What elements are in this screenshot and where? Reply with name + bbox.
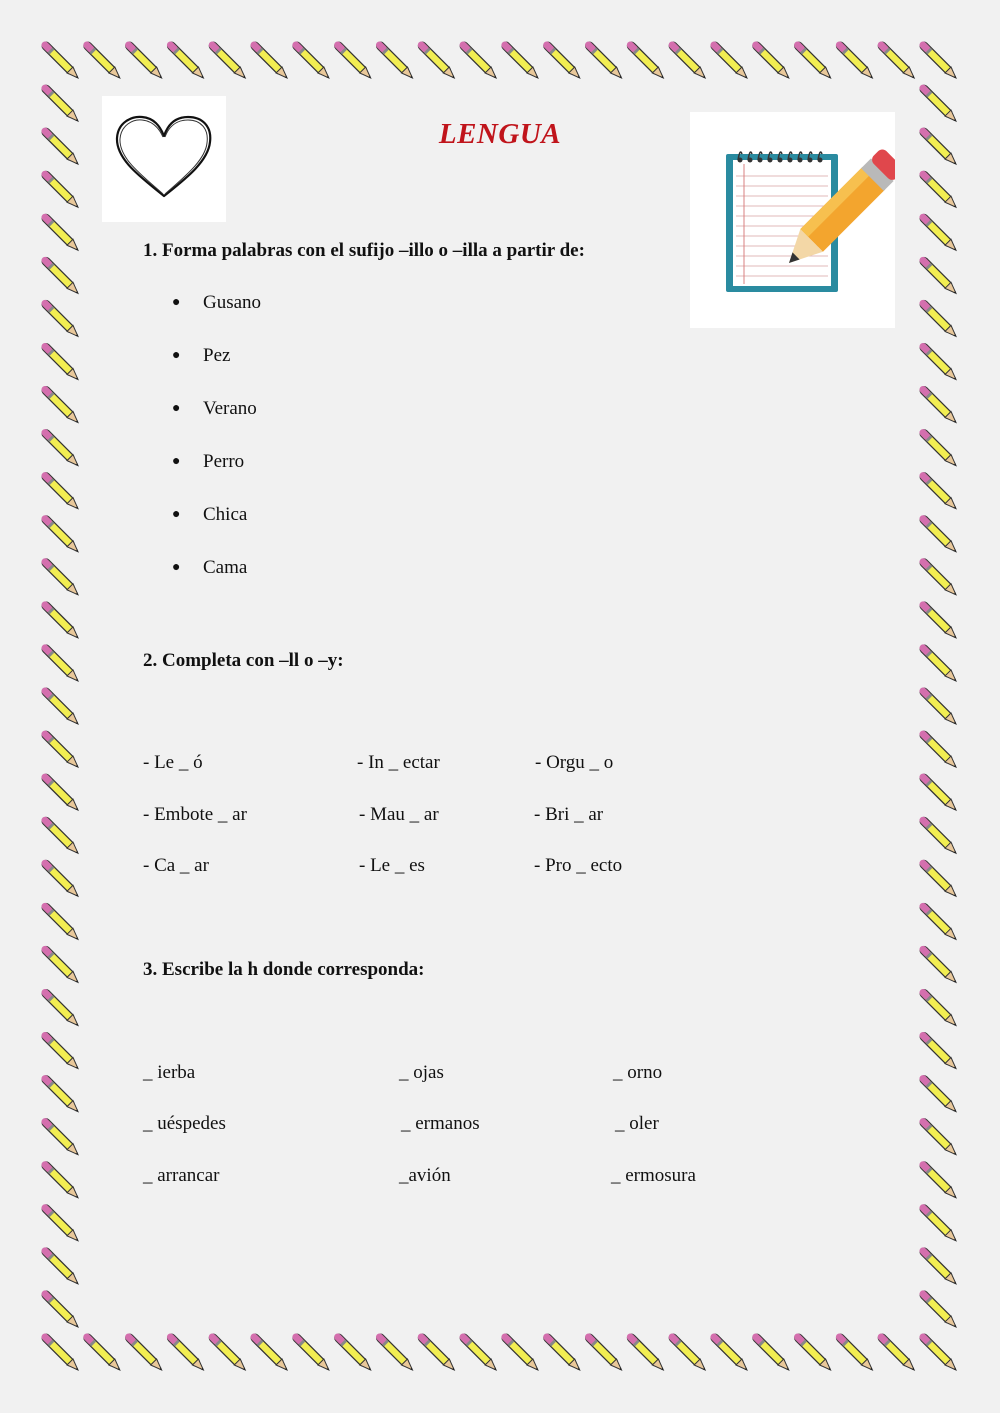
notebook-image — [690, 112, 895, 328]
pencil-icon — [45, 1165, 78, 1198]
pencil-icon — [45, 476, 78, 509]
pencil-icon — [881, 1337, 914, 1370]
pencil-icon — [923, 949, 956, 982]
exercise1-heading: 1. Forma palabras con el sufijo –illo o –illa a partir de: — [143, 240, 585, 261]
page-title: LENGUA — [438, 118, 562, 150]
pencil-icon — [45, 217, 78, 250]
pencil-icon — [923, 992, 956, 1025]
exercise2-cell: - Pro _ ecto — [534, 855, 623, 876]
pencil-icon — [212, 1337, 245, 1370]
pencil-icon — [45, 734, 78, 767]
pencil-icon — [923, 648, 956, 681]
pencil-icon — [45, 519, 78, 552]
pencil-icon — [672, 45, 705, 78]
exercise3-cell: _ ojas — [399, 1062, 444, 1083]
pencil-icon — [87, 1337, 120, 1370]
pencil-icon — [170, 45, 203, 78]
pencil-icon — [45, 1036, 78, 1069]
pencil-icon — [338, 45, 371, 78]
pencil-icon — [881, 45, 914, 78]
exercise3-cell: _ ermosura — [611, 1165, 696, 1186]
pencil-icon — [254, 1337, 287, 1370]
pencil-icon — [45, 992, 78, 1025]
pencil-icon — [839, 45, 872, 78]
pencil-icon — [923, 1251, 956, 1284]
pencil-icon — [923, 605, 956, 638]
pencil-icon — [338, 1337, 371, 1370]
pencil-icon — [45, 390, 78, 423]
pencil-icon — [45, 131, 78, 164]
pencil-icon — [45, 1337, 78, 1370]
pencil-icon — [923, 303, 956, 336]
pencil-icon — [212, 45, 245, 78]
pencil-icon — [923, 131, 956, 164]
pencil-icon — [923, 906, 956, 939]
pencil-icon — [630, 1337, 663, 1370]
pencil-icon — [547, 1337, 580, 1370]
exercise2-cell: - Le _ ó — [143, 752, 203, 773]
pencil-icon — [45, 777, 78, 810]
pencil-icon — [923, 820, 956, 853]
pencil-icon — [839, 1337, 872, 1370]
pencil-icon — [547, 45, 580, 78]
pencil-icon — [923, 519, 956, 552]
pencil-icon — [45, 691, 78, 724]
pencil-icon — [379, 45, 412, 78]
exercise2-cell: - In _ ectar — [357, 752, 440, 773]
pencil-icon — [505, 45, 538, 78]
pencil-icon — [45, 174, 78, 207]
pencil-icon — [923, 1208, 956, 1241]
exercise2-heading: 2. Completa con –ll o –y: — [143, 650, 344, 671]
pencil-icon — [923, 691, 956, 724]
pencil-icon — [923, 260, 956, 293]
list-item: ● Pez — [172, 345, 231, 366]
pencil-icon — [45, 88, 78, 121]
pencil-icon — [923, 174, 956, 207]
exercise3-cell: _ uéspedes — [143, 1113, 226, 1134]
pencil-icon — [379, 1337, 412, 1370]
pencil-icon — [923, 433, 956, 466]
exercise2-cell: - Bri _ ar — [534, 804, 604, 825]
pencil-icon — [923, 1294, 956, 1327]
pencil-icon — [923, 1036, 956, 1069]
pencil-icon — [756, 1337, 789, 1370]
pencil-icon — [714, 1337, 747, 1370]
pencil-icon — [630, 45, 663, 78]
pencil-icon — [798, 45, 831, 78]
pencil-icon — [296, 1337, 329, 1370]
pencil-icon — [170, 1337, 203, 1370]
pencil-icon — [923, 734, 956, 767]
exercise3-cell: _ ermanos — [401, 1113, 480, 1134]
pencil-icon — [923, 346, 956, 379]
exercise3-heading: 3. Escribe la h donde corresponda: — [143, 959, 425, 980]
pencil-icon — [45, 1251, 78, 1284]
pencil-icon — [45, 820, 78, 853]
pencil-icon — [505, 1337, 538, 1370]
pencil-icon — [923, 45, 956, 78]
pencil-icon — [923, 476, 956, 509]
pencil-icon — [45, 433, 78, 466]
pencil-icon — [129, 45, 162, 78]
exercise2-cell: - Mau _ ar — [359, 804, 439, 825]
exercise2-cell: - Le _ es — [359, 855, 425, 876]
pencil-icon — [923, 1079, 956, 1112]
pencil-icon — [45, 1122, 78, 1155]
pencil-icon — [421, 1337, 454, 1370]
exercise3-cell: _ ierba — [143, 1062, 196, 1083]
exercise3-cell: _ oler — [615, 1113, 659, 1134]
pencil-icon — [923, 777, 956, 810]
pencil-icon — [45, 1208, 78, 1241]
list-item: ● Verano — [172, 398, 257, 419]
pencil-icon — [129, 1337, 162, 1370]
pencil-icon — [45, 949, 78, 982]
pencil-icon — [923, 1165, 956, 1198]
pencil-icon — [923, 88, 956, 121]
exercise3-cell: _ orno — [613, 1062, 663, 1083]
list-item: ● Chica — [172, 504, 248, 525]
exercise2-cell: - Embote _ ar — [143, 804, 247, 825]
pencil-icon — [756, 45, 789, 78]
exercise2-cell: - Orgu _ o — [535, 752, 614, 773]
pencil-icon — [45, 906, 78, 939]
exercise2-cell: - Ca _ ar — [143, 855, 209, 876]
pencil-icon — [923, 217, 956, 250]
pencil-icon — [45, 648, 78, 681]
list-item: ● Cama — [172, 557, 248, 578]
pencil-icon — [714, 45, 747, 78]
pencil-icon — [45, 260, 78, 293]
pencil-icon — [45, 1294, 78, 1327]
heart-image — [102, 96, 226, 222]
pencil-icon — [798, 1337, 831, 1370]
pencil-icon — [923, 390, 956, 423]
pencil-icon — [463, 1337, 496, 1370]
list-item: ● Gusano — [172, 292, 262, 313]
pencil-icon — [296, 45, 329, 78]
pencil-icon — [923, 1122, 956, 1155]
pencil-icon — [589, 1337, 622, 1370]
heart-outline-icon — [102, 96, 226, 222]
notebook-pencil-icon — [690, 112, 895, 328]
pencil-icon — [463, 45, 496, 78]
pencil-icon — [589, 45, 622, 78]
pencil-icon — [672, 1337, 705, 1370]
pencil-icon — [45, 605, 78, 638]
exercise3-cell: _avión — [399, 1165, 451, 1186]
list-item: ● Perro — [172, 451, 245, 472]
pencil-icon — [45, 863, 78, 896]
pencil-icon — [45, 1079, 78, 1112]
pencil-icon — [87, 45, 120, 78]
pencil-icon — [45, 45, 78, 78]
pencil-icon — [923, 1337, 956, 1370]
exercise3-cell: _ arrancar — [143, 1165, 220, 1186]
pencil-icon — [45, 303, 78, 336]
pencil-icon — [254, 45, 287, 78]
pencil-icon — [45, 562, 78, 595]
pencil-icon — [923, 562, 956, 595]
pencil-icon — [421, 45, 454, 78]
exercise1-list — [172, 290, 261, 608]
pencil-icon — [923, 863, 956, 896]
pencil-icon — [45, 346, 78, 379]
